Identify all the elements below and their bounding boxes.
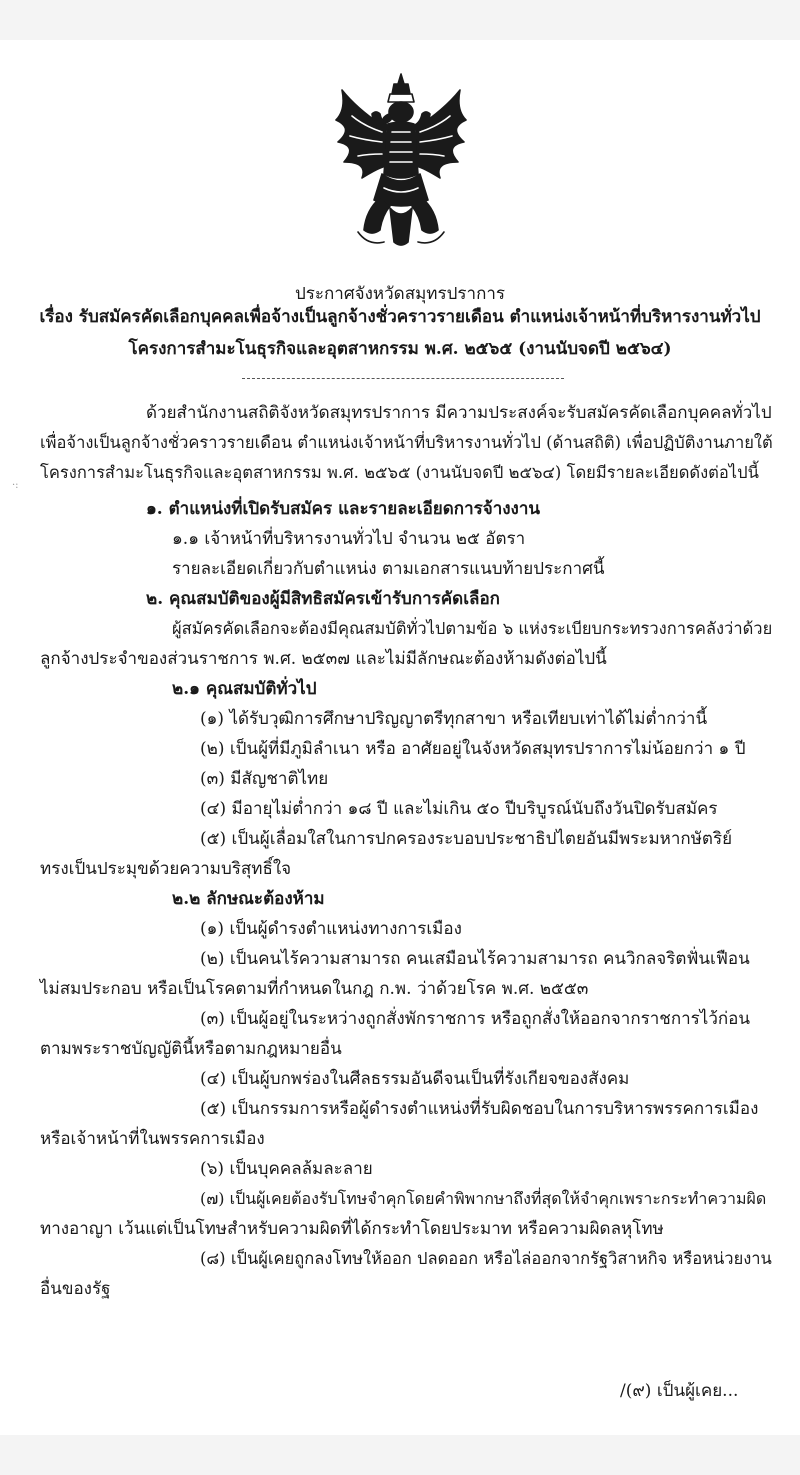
section-1-item: ๑.๑ เจ้าหน้าที่บริหารงานทั่วไป จำนวน ๒๕ อัตรา bbox=[172, 529, 526, 549]
bottom-margin bbox=[0, 1435, 800, 1475]
section-2-para-1: ผู้สมัครคัดเลือกจะต้องมีคุณสมบัติทั่วไปตามข้อ ๖ แห่งระเบียบกระทรวงการคลังว่าด้วย bbox=[172, 619, 773, 638]
scan-speck: ·: bbox=[12, 480, 19, 491]
prohibition-item-5: (๕) เป็นกรรมการหรือผู้ดำรงตำแหน่งที่รับผิดชอบในการบริหารพรรคการเมือง bbox=[200, 1099, 759, 1119]
prohibition-item-7: (๗) เป็นผู้เคยต้องรับโทษจำคุกโดยคำพิพากษาถึงที่สุดให้จำคุกเพราะกระทำความผิด bbox=[200, 1189, 767, 1208]
section-1-note: รายละเอียดเกี่ยวกับตำแหน่ง ตามเอกสารแนบท้ายประกาศนี้ bbox=[172, 559, 605, 579]
continuation-note: /(๙) เป็นผู้เคย... bbox=[620, 1381, 739, 1401]
prohibition-item-2: (๒) เป็นคนไร้ความสามารถ คนเสมือนไร้ความสามารถ คนวิกลจริตฟั่นเฟือน bbox=[200, 949, 750, 969]
qualification-item-1: (๑) ได้รับวุฒิการศึกษาปริญญาตรีทุกสาขา หรือเทียบเท่าได้ไม่ต่ำกว่านี้ bbox=[200, 709, 708, 729]
prohibition-item-3-cont: ตามพระราชบัญญัตินี้หรือตามกฎหมายอื่น bbox=[40, 1039, 342, 1059]
prohibition-item-1: (๑) เป็นผู้ดำรงตำแหน่งทางการเมือง bbox=[200, 919, 462, 939]
prohibition-item-5-cont: หรือเจ้าหน้าที่ในพรรคการเมือง bbox=[40, 1129, 265, 1149]
prohibition-item-3: (๓) เป็นผู้อยู่ในระหว่างถูกสั่งพักราชการ หรือถูกสั่งให้ออกจากราชการไว้ก่อน bbox=[200, 1009, 751, 1029]
prohibition-item-8: (๘) เป็นผู้เคยถูกลงโทษให้ออก ปลดออก หรือไล่ออกจากรัฐวิสาหกิจ หรือหน่วยงาน bbox=[200, 1249, 772, 1268]
prohibition-item-2-cont: ไม่สมประกอบ หรือเป็นโรคตามที่กำหนดในกฎ ก.พ. ว่าด้วยโรค พ.ศ. ๒๕๕๓ bbox=[40, 979, 589, 999]
qualification-item-5: (๕) เป็นผู้เลื่อมใสในการปกครองระบอบประชาธิปไตยอันมีพระมหากษัตริย์ bbox=[200, 829, 733, 849]
prohibition-item-7-cont: ทางอาญา เว้นแต่เป็นโทษสำหรับความผิดที่ได้กระทำโดยประมาท หรือความผิดลหุโทษ bbox=[40, 1219, 664, 1239]
announcement-title: ประกาศจังหวัดสมุทรปราการ bbox=[294, 284, 506, 304]
section-2-heading: ๒. คุณสมบัติของผู้มีสิทธิสมัครเข้ารับการคัดเลือก bbox=[146, 589, 500, 609]
intro-line-2: เพื่อจ้างเป็นลูกจ้างชั่วคราวรายเดือน ตำแหน่งเจ้าหน้าที่บริหารงานทั่วไป (ด้านสถิติ) เพื่อปฏิบัติงานภายใต้ bbox=[40, 433, 773, 452]
top-margin bbox=[0, 0, 800, 40]
sub-2-1-heading: ๒.๑ คุณสมบัติทั่วไป bbox=[172, 679, 317, 699]
qualification-item-5-cont: ทรงเป็นประมุขด้วยความบริสุทธิ์ใจ bbox=[40, 859, 292, 879]
prohibition-item-4: (๔) เป็นผู้บกพร่องในศีลธรรมอันดีจนเป็นที่รังเกียจของสังคม bbox=[200, 1069, 630, 1089]
qualification-item-4: (๔) มีอายุไม่ต่ำกว่า ๑๘ ปี และไม่เกิน ๕๐ ปีบริบูรณ์นับถึงวันปิดรับสมัคร bbox=[200, 799, 718, 819]
qualification-item-2: (๒) เป็นผู้ที่มีภูมิลำเนา หรือ อาศัยอยู่ในจังหวัดสมุทรปราการไม่น้อยกว่า ๑ ปี bbox=[200, 739, 746, 759]
section-2-para-2: ลูกจ้างประจำของส่วนราชการ พ.ศ. ๒๕๓๗ และไม่มีลักษณะต้องห้ามดังต่อไปนี้ bbox=[40, 649, 607, 669]
header-divider bbox=[242, 378, 564, 379]
prohibition-item-8-cont: อื่นของรัฐ bbox=[40, 1279, 111, 1299]
intro-line-1: ด้วยสำนักงานสถิติจังหวัดสมุทรปราการ มีความประสงค์จะรับสมัครคัดเลือกบุคคลทั่วไป bbox=[146, 403, 772, 423]
section-1-heading: ๑. ตำแหน่งที่เปิดรับสมัคร และรายละเอียดการจ้างงาน bbox=[146, 499, 541, 519]
prohibition-item-6: (๖) เป็นบุคคลล้มละลาย bbox=[200, 1159, 373, 1179]
qualification-item-3: (๓) มีสัญชาติไทย bbox=[200, 769, 329, 789]
project-line: โครงการสำมะโนธุรกิจและอุตสาหกรรม พ.ศ. ๒๕๖๕ (งานนับจดปี ๒๕๖๔) bbox=[128, 339, 672, 359]
sub-2-2-heading: ๒.๒ ลักษณะต้องห้าม bbox=[172, 889, 325, 909]
subject-line: เรื่อง รับสมัครคัดเลือกบุคคลเพื่อจ้างเป็นลูกจ้างชั่วคราวรายเดือน ตำแหน่งเจ้าหน้าที่บริหารงานทั่วไป bbox=[39, 307, 761, 327]
garuda-emblem-icon bbox=[328, 70, 474, 252]
intro-line-3: โครงการสำมะโนธุรกิจและอุตสาหกรรม พ.ศ. ๒๕๖๕ (งานนับจดปี ๒๕๖๔) โดยมีรายละเอียดดังต่อไปนี้ bbox=[40, 463, 759, 482]
